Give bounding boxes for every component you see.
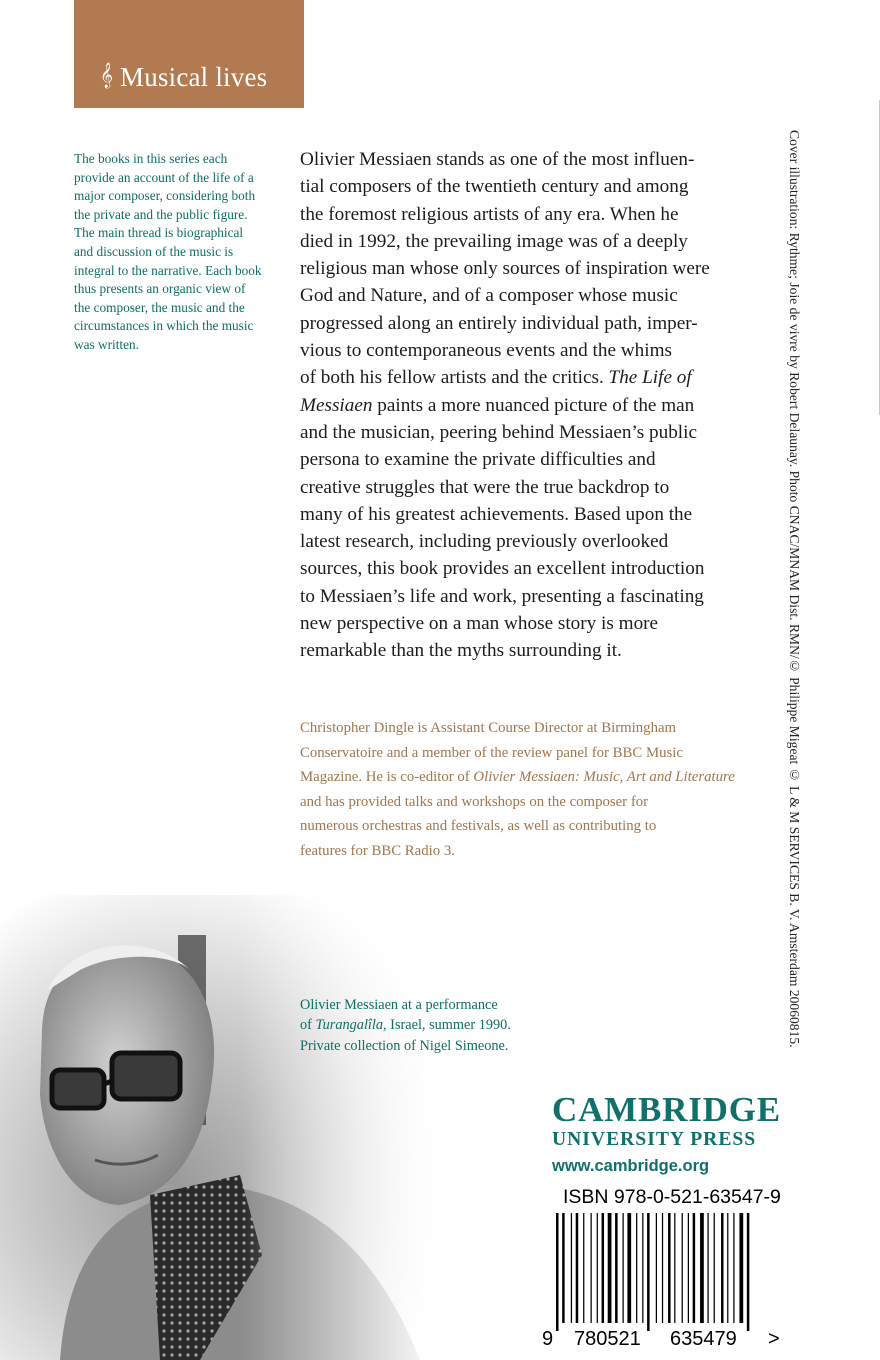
barcode-bar xyxy=(556,1213,559,1331)
bio-line: numerous orchestras and festivals, as well as contributing to xyxy=(300,818,657,835)
barcode-bars xyxy=(556,1213,749,1331)
author-bio xyxy=(300,716,780,864)
description-line: vious to contemporaneous events and the whims xyxy=(300,340,672,362)
description-line: creative struggles that were the true backdrop to xyxy=(300,476,670,498)
bio-line: features for BBC Radio 3. xyxy=(300,842,455,859)
barcode-bar xyxy=(562,1213,565,1323)
barcode-bar xyxy=(656,1213,657,1323)
composer-photo xyxy=(0,895,440,1360)
description-line: new perspective on a man whose story is more xyxy=(300,613,659,635)
barcode-digits-right: 635479 xyxy=(670,1328,737,1348)
description-line: of both his fellow artists and the critics. The Life of xyxy=(300,367,692,389)
treble-clef-icon: 𝄞 xyxy=(100,62,114,87)
publisher-press: UNIVERSITY PRESS xyxy=(552,1129,757,1150)
book-title-italic: The Life of xyxy=(608,367,692,389)
bio-line: and has provided talks and workshops on the composer for xyxy=(300,793,649,810)
barcode-digit-lead: 9 xyxy=(542,1328,554,1348)
description-line: God and Nature, and of a composer whose music xyxy=(300,285,678,307)
description-line: and the musician, peering behind Messiaen’s public xyxy=(300,421,697,443)
barcode-bar xyxy=(727,1213,728,1323)
barcode-bar xyxy=(627,1213,631,1323)
description-line: many of his greatest achievements. Based upon the xyxy=(300,503,693,525)
barcode-bar xyxy=(608,1213,612,1323)
description-line: remarkable than the myths surrounding it. xyxy=(300,640,622,662)
barcode-bar xyxy=(721,1213,724,1323)
barcode-bar xyxy=(591,1213,592,1323)
description-line: Olivier Messiaen stands as one of the most influen- xyxy=(300,149,695,170)
bio-line: Magazine. He is co-editor of Olivier Messiaen: Music, Art and Literature xyxy=(300,769,735,786)
barcode-bar xyxy=(700,1213,704,1323)
description-line: sources, this book provides an excellent introduction xyxy=(300,558,705,580)
description-line: the foremost religious artists of any era. When he xyxy=(300,203,679,225)
barcode-bar xyxy=(668,1213,671,1323)
barcode-bar xyxy=(602,1213,605,1323)
description-line: latest research, including previously overlooked xyxy=(300,531,669,553)
isbn-label: ISBN 978-0-521-63547-9 xyxy=(563,1186,781,1208)
bio-line: Christopher Dingle is Assistant Course Director at Birmingham xyxy=(300,720,677,736)
series-title: Musical lives xyxy=(120,62,268,92)
book-title-italic: Messiaen xyxy=(300,394,373,416)
cover-credit: Cover illustration: Rythme; Joie de vivre by Robert Delaunay. Photo CNAC/MNAM Dist. RMN/© Philippe Migeat © L & M SERVICES B. V. Amsterdam 20060815. xyxy=(787,130,802,1048)
description-line: tial composers of the twentieth century and among xyxy=(300,176,689,198)
barcode-bar xyxy=(623,1213,624,1323)
barcode-bar xyxy=(693,1213,696,1323)
barcode-bar xyxy=(674,1213,675,1323)
publisher-url: www.cambridge.org xyxy=(552,1157,710,1175)
barcode-bar xyxy=(733,1213,734,1323)
description-line: Messiaen paints a more nuanced picture of the man xyxy=(300,394,695,416)
edited-book-title: Olivier Messiaen: Music, Art and Literature xyxy=(473,769,735,786)
description-line: to Messiaen’s life and work, presenting a fascinating xyxy=(300,585,704,607)
barcode-quiet-zone-mark: > xyxy=(768,1328,780,1348)
barcode xyxy=(540,1213,790,1348)
barcode-bar xyxy=(739,1213,743,1323)
description-line: died in 1992, the prevailing image was of a deeply xyxy=(300,230,688,252)
description-line: persona to examine the private difficulties and xyxy=(300,449,656,471)
barcode-bar xyxy=(688,1213,689,1323)
barcode-bar xyxy=(714,1213,715,1323)
barcode-bar xyxy=(615,1213,618,1323)
barcode-digits-left: 780521 xyxy=(574,1328,641,1348)
book-description xyxy=(300,146,770,665)
series-banner xyxy=(74,0,304,108)
barcode-bar xyxy=(747,1213,750,1331)
barcode-bar xyxy=(647,1213,650,1331)
series-description: The books in this series each provide an account of the life of a major composer, considering both the private and the public figure. The main thread is biographical and discussion of the music is integral to the narrative. Each book thus presents an organic view of the composer, the music and the circumstances in which the music was written. xyxy=(74,151,262,352)
photo-caption: Olivier Messiaen at a performance of Turangalîla, Israel, summer 1990. Private collection of Nigel Simeone. xyxy=(300,997,511,1054)
barcode-bar xyxy=(682,1213,683,1323)
publisher-logo xyxy=(552,1090,792,1180)
barcode-bar xyxy=(571,1213,572,1323)
publisher-name: CAMBRIDGE xyxy=(552,1090,781,1129)
description-line: religious man whose only sources of inspiration were xyxy=(300,258,710,280)
barcode-bar xyxy=(636,1213,637,1323)
barcode-bar xyxy=(662,1213,663,1323)
barcode-bar xyxy=(583,1213,584,1323)
barcode-bar xyxy=(597,1213,598,1323)
barcode-bar xyxy=(707,1213,708,1323)
barcode-bar xyxy=(576,1213,579,1323)
barcode-bar xyxy=(642,1213,643,1323)
description-line: progressed along an entirely individual path, imper- xyxy=(300,312,698,334)
work-title-italic: Turangalîla xyxy=(315,1017,384,1034)
bio-line: Conservatoire and a member of the review panel for BBC Music xyxy=(300,744,683,761)
